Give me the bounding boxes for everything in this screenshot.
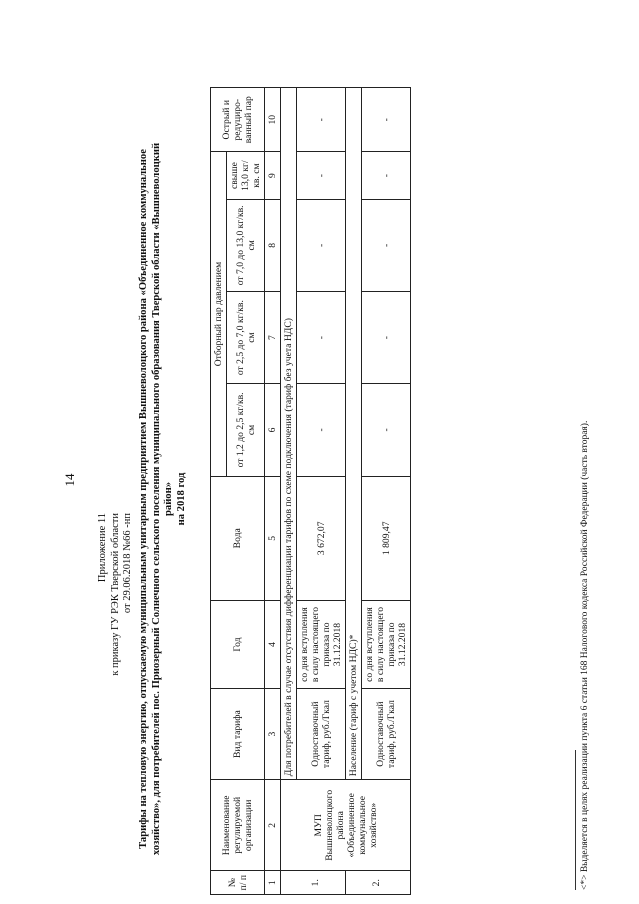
section-row: [346, 88, 362, 895]
tariff-type-cell: Одноставочный тариф, руб./Гкал: [297, 689, 346, 780]
header-org: Наименование регулируемой организации: [211, 780, 265, 871]
p4-cell: -: [297, 152, 346, 199]
col-number: 1: [265, 871, 281, 895]
title-line: на 2018 год: [175, 472, 187, 526]
header-water: Вода: [211, 476, 265, 600]
p3-cell: -: [362, 199, 411, 291]
header-p3: от 7,0 до 13,0 кг/кв. см: [227, 199, 265, 291]
header-tariff-type: Вид тарифа: [211, 689, 265, 780]
p3-cell: -: [297, 199, 346, 291]
water-cell: 1 809,47: [362, 476, 411, 600]
col-number: 5: [265, 476, 281, 600]
appendix-line: от 29.06.2018 №66 -нп: [122, 513, 133, 614]
row-number: 1. 2.: [281, 871, 411, 895]
appendix-line: к приказу ГУ РЭК Тверской области: [109, 513, 121, 676]
sharp-cell: -: [362, 88, 411, 152]
p2-cell: -: [362, 291, 411, 383]
organization-name: МУП Вышневолоцкого района «Объединенное коммунальное хозяйство»: [281, 780, 411, 871]
section-label: Население (тариф с учетом НДС)*: [346, 88, 362, 780]
col-number: 10: [265, 88, 281, 152]
appendix-header: [97, 513, 135, 676]
title-line: район»: [163, 482, 174, 516]
col-number: 3: [265, 689, 281, 780]
header-year: Год: [211, 601, 265, 689]
p1-cell: -: [297, 384, 346, 476]
col-number: 6: [265, 384, 281, 476]
section-label: Для потребителей в случае отсутствия дифференциации тарифов по схеме подключения (тариф без учета НДС): [281, 88, 297, 780]
col-number: 4: [265, 601, 281, 689]
header-steam-group: Отборный пар давлением: [211, 152, 227, 476]
document-title: [138, 129, 188, 869]
column-number-row: [265, 88, 281, 895]
header-p4: свыше 13,0 кг/кв. см: [227, 152, 265, 199]
footnote-divider: [575, 750, 576, 890]
table-row: [362, 88, 411, 895]
footnote: <*> Выделяется в целях реализации пункта 6 статьи 168 Налогового кодекса Российской Федерации (часть вторая).: [580, 420, 590, 890]
page-number: 14: [62, 473, 77, 487]
col-number: 8: [265, 199, 281, 291]
sharp-cell: -: [297, 88, 346, 152]
header-p2: от 2,5 до 7,0 кг/кв. см: [227, 291, 265, 383]
header-row: [211, 88, 227, 895]
col-number: 9: [265, 152, 281, 199]
tariff-table: [210, 87, 411, 895]
tariff-type-cell: Одноставочный тариф, руб./Гкал: [362, 689, 411, 780]
table-row: [297, 88, 346, 895]
col-number: 2: [265, 780, 281, 871]
header-sharp-steam: Острый и редуциро- ванный пар: [211, 88, 265, 152]
col-number: 7: [265, 291, 281, 383]
title-line: Тарифы на тепловую энергию, отпускаемую муниципальным унитарным предприятием Вышневолоцкого района «Объединенное коммунальное: [138, 149, 149, 849]
year-cell: со дня вступления в силу настоящего приказа по 31.12.2018: [362, 601, 411, 689]
p4-cell: -: [362, 152, 411, 199]
year-cell: со дня вступления в силу настоящего приказа по 31.12.2018: [297, 601, 346, 689]
header-num: № п/ п: [211, 871, 265, 895]
header-p1: от 1,2 до 2,5 кг/кв. см: [227, 384, 265, 476]
section-row: [281, 88, 297, 895]
water-cell: 3 672,07: [297, 476, 346, 600]
p2-cell: -: [297, 291, 346, 383]
title-line: хозяйство», для потребителей пос. Приозерный Солнечного сельского поселения муниципального образования Тверской области «Вышневолоцкий: [150, 142, 162, 856]
p1-cell: -: [362, 384, 411, 476]
appendix-line: Приложение 11: [97, 513, 108, 583]
